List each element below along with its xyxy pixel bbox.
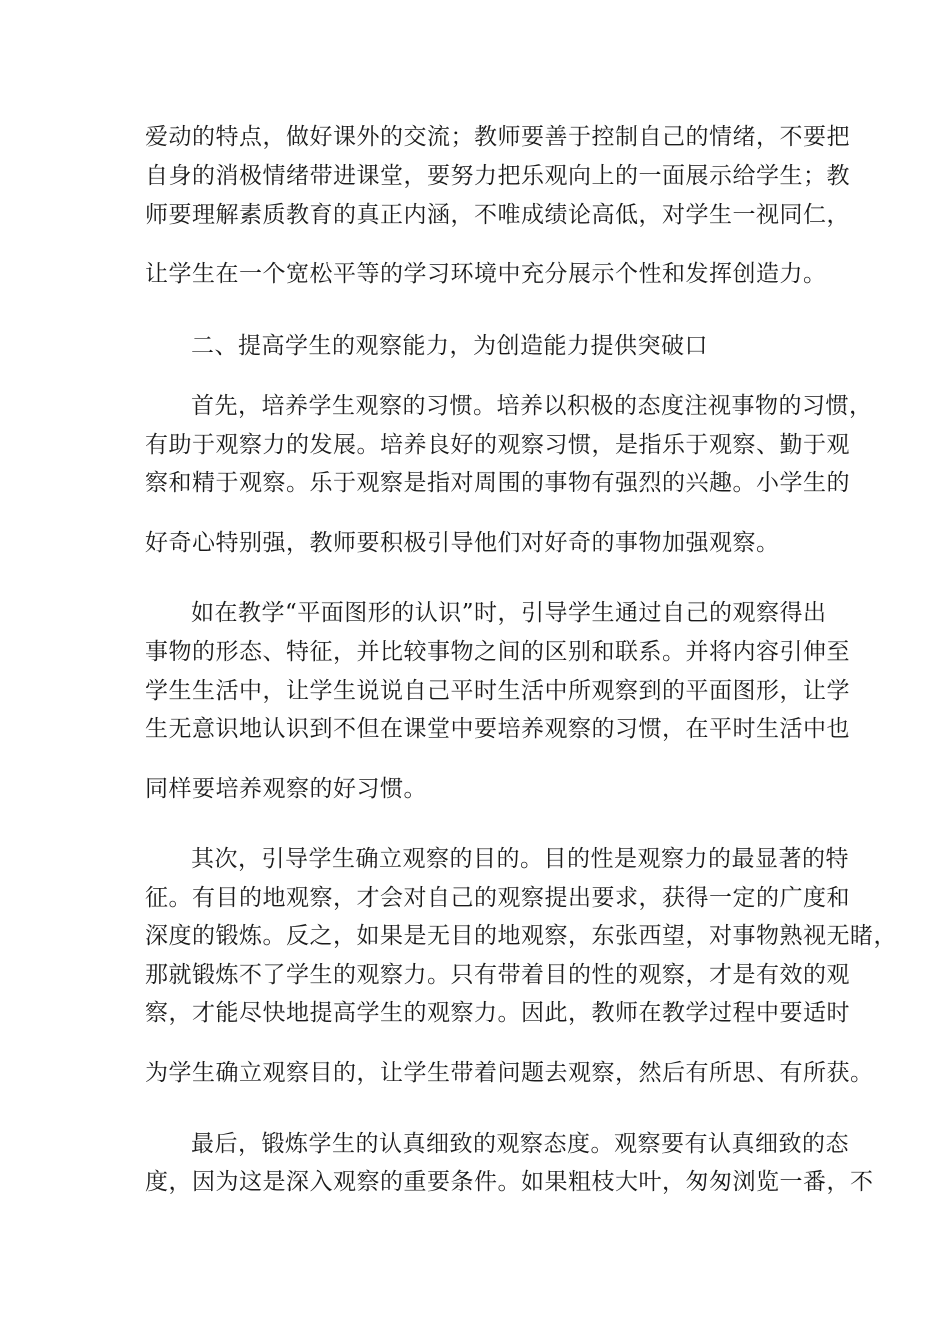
paragraph-line: 为学生确立观察目的，让学生带着问题去观察，然后有所思、有所获。 (145, 1060, 874, 1086)
paragraph-line: 度，因为这是深入观察的重要条件。如果粗枝大叶，匆匆浏览一番，不 (145, 1169, 874, 1195)
paragraph-line: 生无意识地认识到不但在课堂中要培养观察的习惯，在平时生活中也 (145, 716, 850, 742)
paragraph-line: 好奇心特别强，教师要积极引导他们对好奇的事物加强观察。 (145, 530, 780, 556)
paragraph-line: 有助于观察力的发展。培养良好的观察习惯，是指乐于观察、勤于观 (145, 432, 850, 458)
paragraph-line: 察，才能尽快地提高学生的观察力。因此，教师在教学过程中要适时 (145, 1000, 850, 1026)
paragraph-line: 师要理解素质教育的真正内涵，不唯成绩论高低，对学生一视同仁， (145, 202, 850, 228)
paragraph-line: 察和精于观察。乐于观察是指对周围的事物有强烈的兴趣。小学生的 (145, 470, 850, 496)
paragraph-line: 如在教学“平面图形的认识”时，引导学生通过自己的观察得出 (191, 600, 827, 626)
paragraph-line: 同样要培养观察的好习惯。 (145, 776, 427, 802)
paragraph-line: 征。有目的地观察，才会对自己的观察提出要求，获得一定的广度和 (145, 885, 850, 911)
paragraph-line: 最后，锻炼学生的认真细致的观察态度。观察要有认真细致的态 (191, 1131, 849, 1157)
paragraph-line: 自身的消极情绪带进课堂，要努力把乐观向上的一面展示给学生；教 (145, 163, 850, 189)
paragraph-line: 事物的形态、特征，并比较事物之间的区别和联系。并将内容引伸至 (145, 639, 850, 665)
paragraph-line: 首先，培养学生观察的习惯。培养以积极的态度注视事物的习惯， (191, 393, 873, 419)
paragraph-line: 深度的锻炼。反之，如果是无目的地观察，东张西望，对事物熟视无睹， (145, 923, 897, 949)
section-heading: 二、提高学生的观察能力，为创造能力提供突破口 (191, 333, 708, 359)
paragraph-line: 爱动的特点，做好课外的交流；教师要善于控制自己的情绪，不要把 (145, 124, 850, 150)
paragraph-line: 那就锻炼不了学生的观察力。只有带着目的性的观察，才是有效的观 (145, 962, 850, 988)
paragraph-line: 让学生在一个宽松平等的学习环境中充分展示个性和发挥创造力。 (145, 261, 827, 287)
paragraph-line: 其次，引导学生确立观察的目的。目的性是观察力的最显著的特 (191, 846, 849, 872)
paragraph-line: 学生生活中，让学生说说自己平时生活中所观察到的平面图形，让学 (145, 678, 850, 704)
